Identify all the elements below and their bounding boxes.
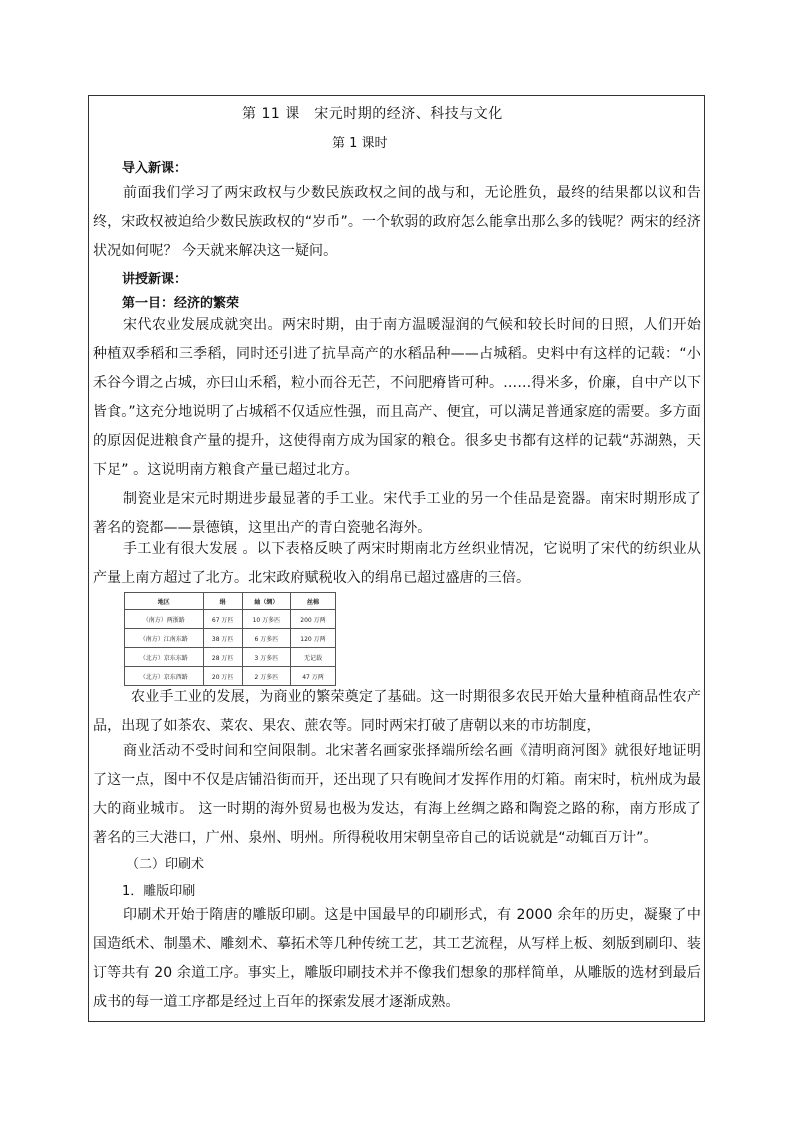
table-cell: （南方）两浙路	[125, 610, 204, 629]
table-cell: 200 万两	[290, 610, 335, 629]
table-cell: （北方）京东东路	[125, 648, 204, 667]
table-cell: 3 万多匹	[242, 648, 290, 667]
printing-paragraph: 印刷术开始于隋唐的雕版印刷。这是中国最早的印刷形式，有 2000 余年的历史，凝聚了中国造纸术、制墨术、雕刻术、摹拓术等几种传统工艺，其工艺流程，从写样上板、刻版到刷印、装订等共有 20 余道工序。事实上，雕版印刷技术并不像我们想象的那样简单，从雕版的选材到最后成书的每一道工序都是经过上百年的探索发展才逐渐成熟。	[93, 907, 701, 1010]
lesson-subtitle: 第 1 课时	[332, 136, 388, 151]
table-cell: 无记载	[290, 648, 335, 667]
sub1-heading: 1．雕版印刷	[122, 884, 196, 899]
table-cell: （南方）江南东路	[125, 629, 204, 648]
table-cell: 28 万匹	[203, 648, 242, 667]
porcelain-paragraph: 制瓷业是宋元时期进步最显著的手工业。宋代手工业的另一个佳品是瓷器。南宋时期形成了著名的瓷都——景德镇，这里出产的青白瓷驰名海外。	[93, 491, 701, 536]
table-row	[125, 629, 336, 648]
lesson-heading: 讲授新课：	[122, 272, 188, 287]
table-header-cell: 地区	[125, 593, 204, 610]
table-header-cell: 紬（绸）	[242, 593, 290, 610]
table-cell: 10 万多匹	[242, 610, 290, 629]
commerce-paragraph-2: 商业活动不受时间和空间限制。北宋著名画家张择端所绘名画《清明商河图》就很好地证明了这一点，图中不仅是店铺沿街而开，还出现了只有晚间才发挥作用的灯箱。南宋时，杭州成为最大的商业城市。 这一时期的海外贸易也极为发达，有海上丝绸之路和陶瓷之路的称，南方形成了著名的三大港口，广州、泉州、明州。所得税收用宋朝皇帝自己的话说就是“动辄百万计”。	[93, 743, 701, 846]
silk-production-table	[124, 592, 336, 686]
table-cell: 120 万两	[290, 629, 335, 648]
table-cell: 67 万匹	[203, 610, 242, 629]
intro-heading: 导入新课：	[122, 161, 188, 176]
table-row	[125, 610, 336, 629]
table-cell: （北方）京东西路	[125, 667, 204, 686]
intro-paragraph: 前面我们学习了两宋政权与少数民族政权之间的战与和，无论胜负，最终的结果都以议和告终，宋政权被迫给少数民族政权的“岁币”。一个软弱的政府怎么能拿出那么多的钱呢？两宋的经济状况如何呢？ 今天就来解决这一疑问。	[93, 185, 701, 259]
table-cell: 38 万匹	[203, 629, 242, 648]
handicraft-paragraph: 手工业有很大发展 。以下表格反映了两宋时期南北方丝织业情况，它说明了宋代的纺织业从产量上南方超过了北方。北宋政府赋税收入的绢帛已超过盛唐的三倍。	[93, 541, 701, 586]
lesson-title: 第 11 课 宋元时期的经济、科技与文化	[242, 106, 503, 122]
table-header-cell: 丝棉	[290, 593, 335, 610]
table-header-cell: 绢	[203, 593, 242, 610]
table-cell: 2 万多匹	[242, 667, 290, 686]
agriculture-paragraph: 宋代农业发展成就突出。两宋时期，由于南方温暖湿润的气候和较长时间的日照，人们开始种植双季稻和三季稻，同时还引进了抗旱高产的水稻品种——占城稻。史料中有这样的记载：“小禾谷今谓之占城，亦曰山禾稻，粒小而谷无芒，不问肥瘠皆可种。……得米多，价廉，自中产以下皆食。”这充分地说明了占城稻不仅适应性强，而且高产、便宜，可以满足普通家庭的需要。多方面的原因促进粮食产量的提升，这使得南方成为国家的粮仓。很多史书都有这样的记载“苏湖熟，天下足” 。这说明南方粮食产量已超过北方。	[93, 317, 701, 478]
commerce-paragraph-1: 农业手工业的发展，为商业的繁荣奠定了基础。这一时期很多农民开始大量种植商品性农产品，出现了如茶农、菜农、果农、蔗农等。同时两宋打破了唐朝以来的市坊制度，	[93, 689, 701, 734]
section2-heading: （二）印刷术	[126, 857, 205, 872]
table-row	[125, 648, 336, 667]
table-header-row	[125, 593, 336, 610]
table-cell: 20 万匹	[203, 667, 242, 686]
table-cell: 47 万两	[290, 667, 335, 686]
table-cell: 6 万多匹	[242, 629, 290, 648]
section1-heading: 第一目：经济的繁荣	[122, 296, 240, 311]
